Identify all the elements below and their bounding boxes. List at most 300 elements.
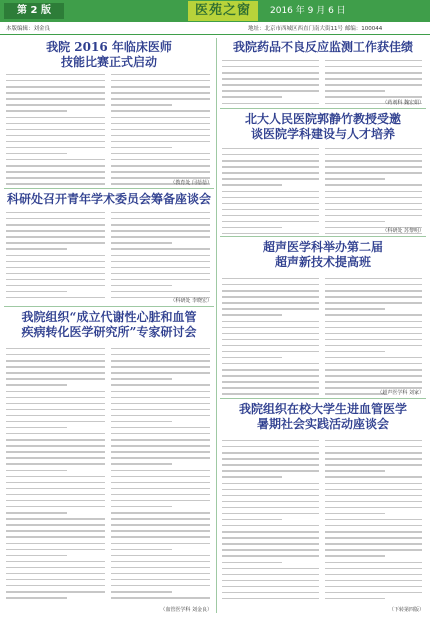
- text-line: [325, 351, 385, 352]
- text-line: [325, 555, 385, 556]
- text-line: [111, 391, 210, 392]
- text-line: [6, 378, 105, 379]
- article-summer-practice: [220, 402, 426, 613]
- text-line: [6, 384, 67, 385]
- text-line: [325, 580, 422, 581]
- text-line: [111, 141, 210, 142]
- text-line: [6, 445, 105, 446]
- text-line: [222, 357, 282, 358]
- text-line: [111, 80, 210, 81]
- text-line: [111, 171, 210, 172]
- text-line: [111, 165, 210, 166]
- text-column: [222, 148, 319, 225]
- text-line: [111, 427, 210, 428]
- text-line: [325, 339, 422, 340]
- text-line: [222, 495, 319, 496]
- text-line: [325, 446, 422, 447]
- section-divider: [4, 188, 214, 189]
- text-line: [6, 549, 105, 550]
- text-line: [6, 267, 105, 268]
- article-title: 超声医学科举办第二届 超声新技术提高班: [262, 240, 383, 269]
- text-line: [325, 549, 422, 550]
- text-line: [325, 598, 385, 599]
- text-line: [6, 129, 105, 130]
- text-line: [6, 512, 67, 513]
- text-line: [6, 183, 105, 184]
- text-line: [325, 178, 385, 179]
- text-line: [6, 421, 105, 422]
- article-credit: （血管医学科 刘金良）: [160, 607, 212, 613]
- text-line: [6, 536, 105, 537]
- text-line: [111, 470, 210, 471]
- text-column: [111, 212, 210, 295]
- text-line: [6, 470, 67, 471]
- text-line: [111, 372, 210, 373]
- text-line: [111, 153, 210, 154]
- article-body: [4, 348, 214, 604]
- text-line: [111, 110, 210, 111]
- text-line: [111, 285, 172, 286]
- text-line: [6, 104, 105, 105]
- text-line: [325, 90, 385, 91]
- text-line: [111, 279, 210, 280]
- edition-label: 第 2 版: [4, 3, 64, 19]
- text-line: [6, 482, 105, 483]
- text-line: [325, 345, 422, 346]
- text-line: [222, 72, 319, 73]
- text-line: [111, 117, 210, 118]
- article-credit: （教育处 闫蓓蓓）: [170, 180, 212, 186]
- text-line: [222, 458, 319, 459]
- text-line: [325, 209, 422, 210]
- text-line: [325, 568, 422, 569]
- text-line: [222, 519, 282, 520]
- text-line: [325, 203, 422, 204]
- text-line: [111, 518, 210, 519]
- text-line: [6, 224, 105, 225]
- text-line: [111, 273, 210, 274]
- text-line: [325, 381, 422, 382]
- text-line: [325, 96, 422, 97]
- text-line: [111, 597, 210, 598]
- text-line: [222, 513, 319, 514]
- column-divider: [216, 38, 217, 613]
- text-column: [325, 148, 422, 225]
- text-line: [111, 500, 210, 501]
- text-line: [222, 60, 319, 61]
- text-line: [222, 568, 319, 569]
- text-line: [111, 267, 210, 268]
- text-line: [111, 378, 172, 379]
- text-line: [6, 285, 105, 286]
- text-line: [6, 518, 105, 519]
- text-line: [222, 203, 319, 204]
- text-line: [6, 506, 105, 507]
- text-line: [325, 160, 422, 161]
- text-line: [325, 296, 422, 297]
- text-line: [111, 549, 172, 550]
- text-line: [222, 476, 282, 477]
- text-line: [6, 433, 105, 434]
- text-line: [6, 488, 105, 489]
- text-line: [222, 284, 319, 285]
- text-line: [6, 135, 105, 136]
- text-line: [111, 261, 210, 262]
- article-credit: （超声医学科 刘家）: [377, 390, 424, 396]
- text-line: [6, 372, 105, 373]
- article-body: [220, 278, 426, 387]
- text-line: [222, 452, 319, 453]
- section-divider: [220, 108, 426, 109]
- text-line: [222, 525, 319, 526]
- text-line: [111, 104, 172, 105]
- article-body: [4, 74, 214, 177]
- text-line: [222, 221, 319, 222]
- text-line: [111, 242, 172, 243]
- text-line: [222, 446, 319, 447]
- text-line: [325, 543, 422, 544]
- text-line: [222, 489, 319, 490]
- text-line: [111, 366, 210, 367]
- text-line: [325, 537, 422, 538]
- text-line: [222, 537, 319, 538]
- text-line: [6, 248, 67, 249]
- text-line: [222, 290, 319, 291]
- article-ultrasound-course: [220, 240, 426, 396]
- text-line: [111, 415, 210, 416]
- text-line: [325, 184, 422, 185]
- text-line: [6, 261, 105, 262]
- masthead-subline: [0, 22, 430, 35]
- text-line: [325, 470, 385, 471]
- text-line: [6, 524, 105, 525]
- text-line: [325, 166, 422, 167]
- text-line: [222, 483, 319, 484]
- text-line: [6, 80, 105, 81]
- text-line: [6, 212, 105, 213]
- text-line: [325, 72, 422, 73]
- text-line: [111, 147, 172, 148]
- text-line: [111, 536, 210, 537]
- text-column: [325, 60, 422, 97]
- text-line: [325, 191, 422, 192]
- text-column: [325, 278, 422, 387]
- article-title: 我院 2016 年临床医师 技能比赛正式启动: [46, 40, 172, 69]
- text-line: [6, 366, 105, 367]
- text-line: [325, 314, 422, 315]
- text-line: [325, 369, 422, 370]
- editor-credit: 本版编辑：刘金良: [6, 26, 51, 32]
- text-line: [111, 433, 210, 434]
- text-line: [222, 543, 319, 544]
- text-line: [6, 360, 105, 361]
- text-line: [222, 393, 319, 394]
- text-line: [111, 98, 210, 99]
- text-line: [111, 561, 210, 562]
- text-line: [325, 284, 422, 285]
- article-title: 北大人民医院郭静竹教授受邀 谈医院学科建设与人才培养: [244, 112, 401, 141]
- text-column: [222, 278, 319, 387]
- text-line: [222, 302, 319, 303]
- text-line: [325, 574, 422, 575]
- text-line: [6, 218, 105, 219]
- text-line: [111, 476, 210, 477]
- text-line: [6, 297, 105, 298]
- text-line: [6, 573, 105, 574]
- text-line: [6, 476, 105, 477]
- text-line: [111, 384, 210, 385]
- article-adr-monitoring: [220, 40, 426, 106]
- text-line: [222, 369, 319, 370]
- text-line: [6, 403, 105, 404]
- text-line: [222, 209, 319, 210]
- text-line: [111, 591, 172, 592]
- text-line: [111, 291, 210, 292]
- text-line: [325, 513, 385, 514]
- text-line: [222, 160, 319, 161]
- text-column: [6, 348, 105, 604]
- text-line: [6, 415, 105, 416]
- text-line: [111, 403, 210, 404]
- text-line: [6, 391, 105, 392]
- text-line: [111, 421, 172, 422]
- text-line: [111, 218, 210, 219]
- article-credit: （科研处 李晓宏）: [170, 298, 212, 304]
- text-line: [6, 147, 105, 148]
- text-line: [111, 135, 210, 136]
- text-line: [111, 212, 210, 213]
- text-line: [222, 531, 319, 532]
- text-line: [222, 314, 282, 315]
- article-body: [220, 148, 426, 225]
- text-line: [6, 354, 105, 355]
- text-line: [6, 236, 105, 237]
- text-line: [222, 440, 319, 441]
- text-line: [222, 197, 319, 198]
- text-line: [111, 236, 210, 237]
- text-line: [222, 321, 319, 322]
- text-line: [6, 463, 105, 464]
- text-line: [325, 495, 422, 496]
- text-line: [222, 172, 319, 173]
- text-line: [111, 74, 210, 75]
- text-line: [6, 530, 105, 531]
- text-line: [111, 573, 210, 574]
- masthead-bar: [0, 0, 430, 22]
- text-line: [222, 345, 319, 346]
- text-line: [111, 224, 210, 225]
- text-line: [6, 242, 105, 243]
- text-line: [111, 123, 210, 124]
- text-line: [222, 464, 319, 465]
- article-body: [220, 60, 426, 97]
- text-line: [222, 549, 319, 550]
- text-line: [6, 451, 105, 452]
- text-line: [6, 348, 105, 349]
- text-line: [6, 591, 105, 592]
- text-line: [6, 585, 105, 586]
- text-line: [325, 357, 422, 358]
- text-line: [111, 409, 210, 410]
- text-line: [111, 445, 210, 446]
- text-line: [325, 507, 422, 508]
- text-line: [111, 488, 210, 489]
- text-line: [325, 363, 422, 364]
- text-line: [222, 381, 319, 382]
- text-line: [222, 351, 319, 352]
- text-column: [111, 74, 210, 177]
- text-column: [325, 440, 422, 604]
- text-line: [111, 451, 210, 452]
- text-line: [325, 78, 422, 79]
- text-line: [325, 84, 422, 85]
- text-line: [6, 543, 105, 544]
- text-line: [111, 360, 210, 361]
- text-line: [111, 354, 210, 355]
- article-title: 我院组织“成立代谢性心脏和血管 疾病转化医学研究所”专家研讨会: [21, 310, 197, 339]
- text-line: [222, 580, 319, 581]
- text-line: [111, 482, 210, 483]
- text-line: [222, 78, 319, 79]
- text-column: [222, 440, 319, 604]
- text-line: [6, 92, 105, 93]
- section-divider: [4, 306, 214, 307]
- postcode: 邮编：100044: [344, 26, 383, 32]
- text-line: [325, 221, 385, 222]
- text-column: [6, 74, 105, 177]
- text-line: [325, 308, 385, 309]
- text-line: [6, 123, 105, 124]
- text-line: [325, 302, 422, 303]
- text-line: [222, 184, 282, 185]
- text-line: [111, 248, 210, 249]
- text-line: [6, 279, 105, 280]
- text-line: [222, 278, 319, 279]
- text-line: [6, 427, 67, 428]
- article-credit: （下转第四版）: [388, 607, 424, 613]
- text-line: [111, 579, 210, 580]
- text-line: [222, 555, 319, 556]
- text-line: [325, 375, 422, 376]
- text-line: [222, 296, 319, 297]
- text-line: [6, 457, 105, 458]
- text-line: [222, 574, 319, 575]
- text-line: [325, 501, 422, 502]
- text-line: [222, 375, 319, 376]
- text-line: [6, 110, 67, 111]
- text-line: [222, 586, 319, 587]
- text-line: [222, 562, 282, 563]
- text-line: [325, 327, 422, 328]
- text-line: [6, 165, 105, 166]
- text-column: [222, 60, 319, 97]
- article-youth-committee: [4, 192, 214, 304]
- text-line: [111, 524, 210, 525]
- text-line: [6, 74, 105, 75]
- text-line: [325, 440, 422, 441]
- issue-date: 2016 年 9 月 6 日: [270, 6, 346, 16]
- text-line: [222, 339, 319, 340]
- text-line: [325, 60, 422, 61]
- text-line: [111, 512, 210, 513]
- text-line: [325, 525, 422, 526]
- text-line: [6, 177, 105, 178]
- text-line: [222, 327, 319, 328]
- text-line: [222, 66, 319, 67]
- address: 地址：北京市西城区西直门南大街11号: [248, 26, 343, 32]
- text-line: [6, 86, 105, 87]
- text-line: [6, 291, 67, 292]
- text-line: [222, 96, 282, 97]
- text-line: [6, 397, 105, 398]
- text-line: [222, 592, 319, 593]
- text-line: [6, 230, 105, 231]
- text-line: [222, 154, 319, 155]
- text-line: [325, 148, 422, 149]
- text-line: [325, 215, 422, 216]
- brand-logo: 医苑之窗: [188, 1, 258, 21]
- text-line: [6, 98, 105, 99]
- text-line: [6, 159, 105, 160]
- text-line: [325, 393, 385, 394]
- article-title: 科研处召开青年学术委员会筹备座谈会: [6, 192, 211, 206]
- text-line: [111, 463, 172, 464]
- text-line: [111, 585, 210, 586]
- text-line: [325, 489, 422, 490]
- text-line: [222, 470, 319, 471]
- text-line: [325, 458, 422, 459]
- text-line: [6, 579, 105, 580]
- text-line: [111, 159, 210, 160]
- text-line: [222, 333, 319, 334]
- text-line: [111, 92, 210, 93]
- text-line: [6, 409, 105, 410]
- text-line: [222, 387, 319, 388]
- text-line: [325, 278, 422, 279]
- text-column: [6, 212, 105, 295]
- text-line: [325, 452, 422, 453]
- text-line: [111, 86, 210, 87]
- text-line: [111, 567, 210, 568]
- text-line: [6, 561, 105, 562]
- text-line: [6, 439, 105, 440]
- text-line: [325, 321, 422, 322]
- text-line: [111, 543, 210, 544]
- text-line: [6, 141, 105, 142]
- article-body: [220, 440, 426, 604]
- text-line: [325, 586, 422, 587]
- article-skills-competition: [4, 40, 214, 186]
- section-divider: [220, 236, 426, 237]
- section-divider: [220, 398, 426, 399]
- text-line: [222, 507, 319, 508]
- text-line: [6, 567, 105, 568]
- text-line: [111, 530, 210, 531]
- article-credit: （药剂科 魏宏娟）: [382, 100, 424, 106]
- text-line: [111, 230, 210, 231]
- text-line: [325, 519, 422, 520]
- text-line: [111, 439, 210, 440]
- text-line: [222, 363, 319, 364]
- article-title: 我院药品不良反应监测工作获佳绩: [232, 40, 413, 54]
- text-line: [325, 333, 422, 334]
- text-line: [222, 103, 319, 104]
- text-line: [111, 255, 210, 256]
- text-line: [222, 166, 319, 167]
- text-line: [325, 562, 422, 563]
- text-line: [325, 172, 422, 173]
- text-line: [325, 483, 422, 484]
